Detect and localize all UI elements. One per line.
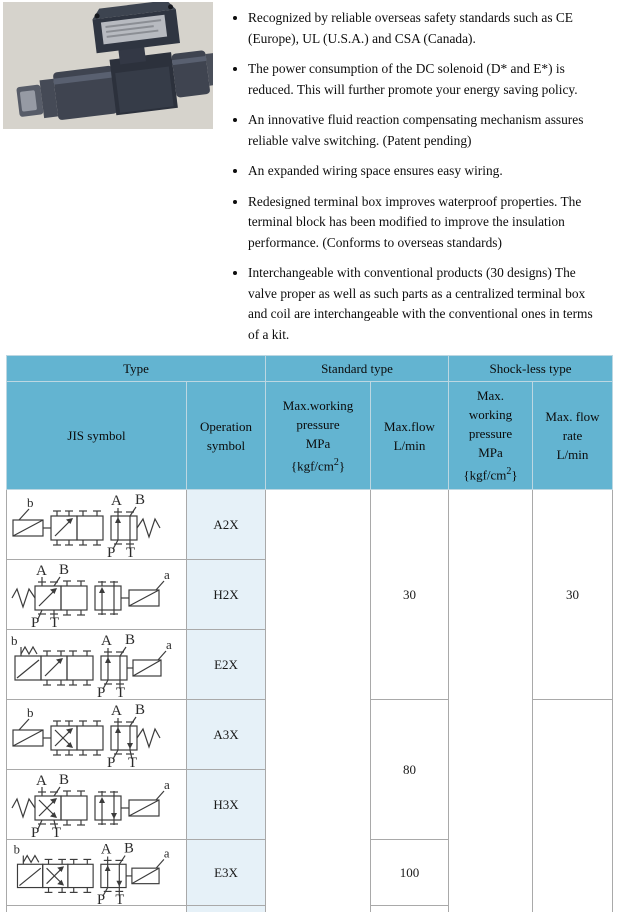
port-a-label: A <box>100 632 112 649</box>
header-line: Max. <box>476 388 505 404</box>
port-b-label: B <box>124 631 135 648</box>
port-p-label: P <box>106 754 115 768</box>
jis-valve-symbol-e2x <box>9 632 185 698</box>
shock-max-flow-value-2x: 30 <box>533 490 613 700</box>
port-p-label: P <box>106 544 115 558</box>
operation-symbol-cell: H3X <box>187 770 266 840</box>
port-p-label: P <box>96 684 105 698</box>
product-photo <box>3 2 213 129</box>
feature-item: • An expanded wiring space ensures easy wiring. <box>248 161 597 182</box>
header-line: rate <box>562 428 583 443</box>
std-max-flow-value-e3x: 100 <box>371 840 449 906</box>
header-std-max-working-pressure <box>266 382 371 490</box>
header-line: working <box>468 407 513 423</box>
jis-valve-symbol-h2x <box>9 562 185 628</box>
header-jis-symbol: JIS symbol <box>7 382 187 490</box>
jis-symbol-cell-h2x <box>7 560 187 630</box>
port-b-label: B <box>134 491 145 508</box>
operation-symbol-cell: A2X <box>187 490 266 560</box>
header-std-max-flow <box>371 382 449 490</box>
std-max-working-pressure-cell <box>266 490 371 912</box>
header-line: Max.working <box>282 397 354 413</box>
operation-symbol-cell: A3X <box>187 700 266 770</box>
pilot-a-label: a <box>163 566 170 582</box>
port-p-label: P <box>30 824 39 838</box>
jis-symbol-cell-h3x <box>7 770 187 840</box>
header-standard-type: Standard type <box>266 356 449 382</box>
port-t-label: T <box>114 891 124 905</box>
operation-symbol-cell: E3X <box>187 840 266 906</box>
port-a-label: A <box>110 492 122 509</box>
header-operation-symbol <box>187 382 266 490</box>
operation-symbol-cell: H2X <box>187 560 266 630</box>
pilot-a-label: a <box>163 776 170 792</box>
port-p-label: P <box>96 891 105 905</box>
jis-symbol-cell-a3x <box>7 700 187 770</box>
port-b-label: B <box>134 701 145 718</box>
port-a-label: A <box>110 702 122 719</box>
feature-item: • Recognized by reliable overseas safety standards such as CE (Europe), UL (U.S.A.) and CSA (Canada). <box>248 8 597 49</box>
port-t-label: T <box>51 824 61 838</box>
pilot-b-label: b <box>26 704 33 720</box>
shock-max-working-pressure-cell <box>449 490 533 912</box>
header-line: MPa <box>305 435 331 451</box>
port-b-label: B <box>58 771 69 788</box>
std-max-flow-value-2x: 30 <box>371 490 449 700</box>
jis-symbol-cell-a2x <box>7 490 187 560</box>
solenoid-valve-photo-illustration <box>3 2 213 129</box>
port-a-label: A <box>35 772 47 789</box>
header-operation-line1: Operation <box>200 418 252 434</box>
spec-table <box>6 355 613 912</box>
port-p-label: P <box>30 614 39 628</box>
header-shock-max-working-pressure <box>449 382 533 490</box>
std-max-flow-value-a3x-h3x: 80 <box>371 700 449 840</box>
header-line: L/min <box>556 447 589 462</box>
feature-item: • An innovative fluid reaction compensating mechanism assures reliable valve switching. (Patent pending) <box>248 110 597 151</box>
jis-valve-symbol-a3x <box>9 702 185 768</box>
feature-list <box>231 2 597 345</box>
port-b-label: B <box>123 840 134 857</box>
jis-symbol-cell-cut <box>7 906 187 912</box>
pilot-a-label: a <box>165 636 172 652</box>
header-line: L/min <box>393 437 426 453</box>
header-line: Max. flow <box>545 409 600 424</box>
header-line: pressure <box>296 416 340 432</box>
jis-valve-symbol-h3x <box>9 772 185 838</box>
jis-symbol-cell-e3x <box>7 840 187 906</box>
jis-symbol-cell-e2x <box>7 630 187 700</box>
port-a-label: A <box>100 841 111 858</box>
std-max-flow-cell-cut <box>371 906 449 912</box>
spec-table-wrap <box>6 355 613 912</box>
port-t-label: T <box>49 614 59 628</box>
header-operation-line2: symbol <box>206 437 246 453</box>
header-unit: $\{kgf/cm^2\}$ <box>463 466 518 483</box>
feature-item: • The power consumption of the DC solenoid (D* and E*) is reduced. This will further promote your energy saving policy. <box>248 59 597 100</box>
header-shockless-type: Shock-less type <box>449 356 613 382</box>
port-a-label: A <box>35 562 47 579</box>
port-t-label: T <box>125 544 135 558</box>
operation-symbol-cell-cut <box>187 906 266 912</box>
port-b-label: B <box>58 561 69 578</box>
shock-max-flow-cell-3x <box>533 700 613 912</box>
port-t-label: T <box>127 754 137 768</box>
header-line: pressure <box>468 426 513 442</box>
pilot-a-label: a <box>163 845 170 860</box>
header-type: Type <box>7 356 266 382</box>
header-unit: $\{kgf/cm^2\}$ <box>290 456 346 474</box>
port-t-label: T <box>115 684 125 698</box>
pilot-b-label: b <box>26 494 33 510</box>
pilot-b-label: b <box>10 632 17 648</box>
feature-item: • Redesigned terminal box improves waterproof properties. The terminal block has been modified to improve the insulation performance. (Conforms to overseas standards) <box>248 192 597 254</box>
header-line: Max.flow <box>384 418 435 434</box>
operation-symbol-cell: E2X <box>187 630 266 700</box>
jis-valve-symbol-a2x <box>9 492 185 558</box>
header-shock-max-flow-rate <box>533 382 613 490</box>
header-line: MPa <box>478 445 503 461</box>
pilot-b-label: b <box>13 842 20 857</box>
jis-valve-symbol-e3x <box>9 841 185 905</box>
feature-item: • Interchangeable with conventional products (30 designs) The valve proper as well as such parts as a centralized terminal box and coil are interchangeable with the conventional ones in terms of a kit. <box>248 263 597 345</box>
